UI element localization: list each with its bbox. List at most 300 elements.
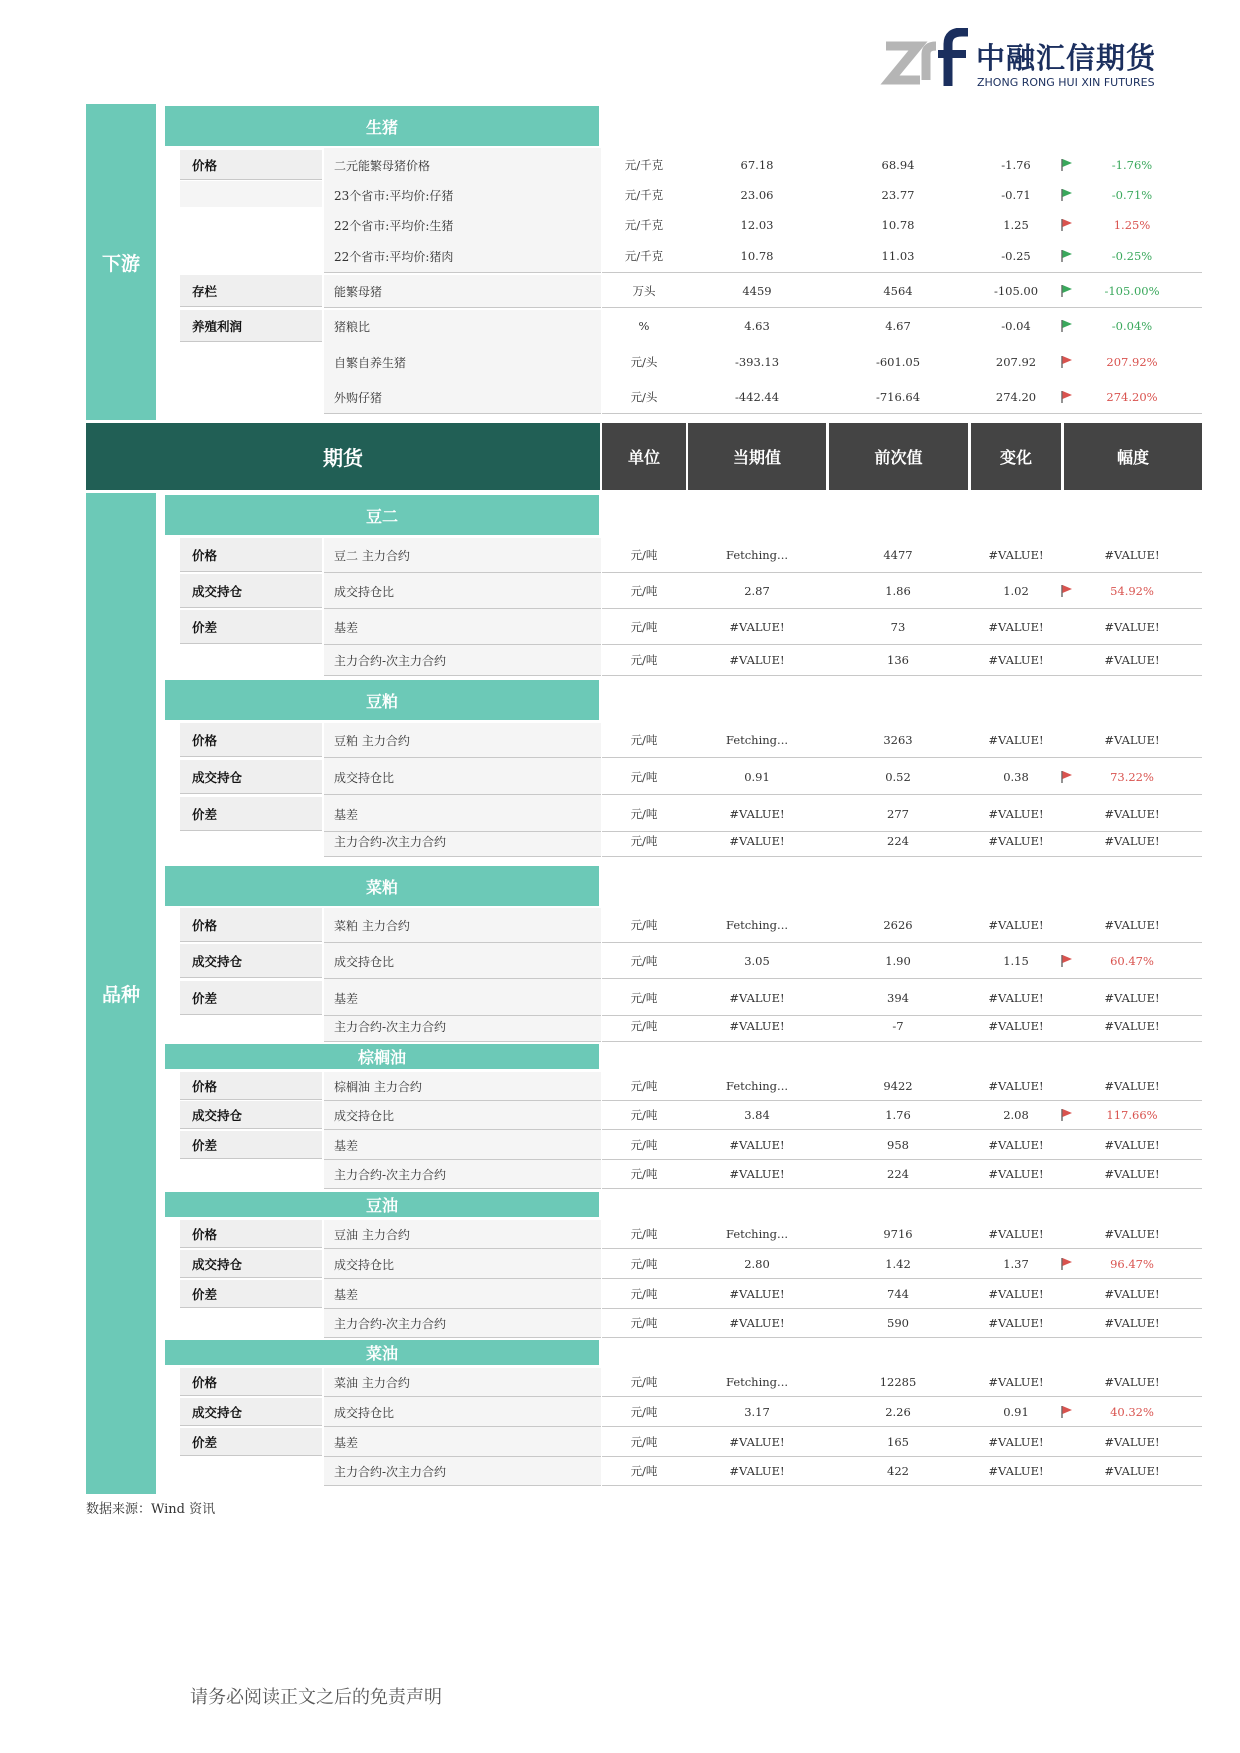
row-divider xyxy=(602,1248,1202,1249)
row-pct: 96.47% xyxy=(1110,1257,1154,1271)
row-previous: 136 xyxy=(887,653,909,667)
row-current: #VALUE! xyxy=(729,834,785,848)
row-unit: 元/千克 xyxy=(624,249,664,263)
row-current: 2.87 xyxy=(744,584,770,598)
category-oi: 成交持仓 xyxy=(180,760,322,794)
row-previous: 4564 xyxy=(883,284,913,298)
category-price: 价格 xyxy=(180,1072,322,1100)
flag-down-icon xyxy=(1060,249,1074,263)
row-current: 67.18 xyxy=(740,158,774,172)
pct-col-text: 幅度 xyxy=(1116,448,1149,467)
row-pct: #VALUE! xyxy=(1104,1287,1160,1301)
row-current: 10.78 xyxy=(740,249,774,263)
row-previous: 10.78 xyxy=(881,218,915,232)
row-divider xyxy=(324,1278,601,1279)
row-previous: -716.64 xyxy=(875,390,921,404)
row-divider xyxy=(602,757,1202,758)
row-unit: 元/吨 xyxy=(630,1227,658,1241)
company-logo xyxy=(880,28,1170,94)
row-current: Fetching... xyxy=(725,733,789,747)
category-price: 价格 xyxy=(180,1220,322,1248)
row-change: #VALUE! xyxy=(988,1167,1044,1181)
row-current: #VALUE! xyxy=(729,991,785,1005)
row-pct: 73.22% xyxy=(1110,770,1154,784)
row-pct: 207.92% xyxy=(1106,355,1158,369)
previous-col-header xyxy=(829,423,968,490)
row-previous: 12285 xyxy=(879,1375,917,1389)
row-divider xyxy=(602,1426,1202,1427)
row-previous: 11.03 xyxy=(881,249,915,263)
row-current: #VALUE! xyxy=(729,1019,785,1033)
row-divider xyxy=(602,942,1202,943)
row-divider xyxy=(324,978,601,979)
row-previous: 224 xyxy=(887,834,909,848)
row-current: 0.91 xyxy=(744,770,770,784)
row-change: -0.71 xyxy=(1001,188,1031,202)
category-oi: 成交持仓 xyxy=(180,944,322,978)
section-title: 豆二 xyxy=(365,506,398,526)
flag-up-icon xyxy=(1060,1257,1074,1271)
row-name: 主力合约-次主力合约 xyxy=(334,834,447,849)
row-divider xyxy=(602,307,1202,308)
row-divider xyxy=(324,1485,601,1486)
row-pct: 60.47% xyxy=(1110,954,1154,968)
row-unit: 元/吨 xyxy=(630,807,658,821)
row-change: #VALUE! xyxy=(988,653,1044,667)
row-pct: #VALUE! xyxy=(1104,1138,1160,1152)
row-unit: 元/吨 xyxy=(630,1287,658,1301)
row-previous: 165 xyxy=(887,1435,909,1449)
row-pct: 54.92% xyxy=(1110,584,1154,598)
row-previous: 1.86 xyxy=(885,584,911,598)
row-current: #VALUE! xyxy=(729,807,785,821)
row-unit: 元/千克 xyxy=(624,158,664,172)
row-name: 成交持仓比 xyxy=(334,1257,395,1272)
row-unit: 元/千克 xyxy=(624,188,664,202)
flag-up-icon xyxy=(1060,1108,1074,1122)
row-change: -105.00 xyxy=(993,284,1039,298)
row-change: #VALUE! xyxy=(988,1079,1044,1093)
logo-cn-name: 中融汇信期货 xyxy=(976,41,1157,75)
row-unit: 万头 xyxy=(632,284,656,298)
hog-cat-profit: 养殖利润 xyxy=(180,310,322,342)
row-change: #VALUE! xyxy=(988,1019,1044,1033)
row-divider xyxy=(324,572,601,573)
row-change: #VALUE! xyxy=(988,1435,1044,1449)
row-divider xyxy=(324,1337,601,1338)
row-current: Fetching... xyxy=(725,548,789,562)
row-unit: 元/吨 xyxy=(630,1019,658,1033)
row-change: 1.25 xyxy=(1003,218,1029,232)
category-price: 价格 xyxy=(180,723,322,757)
row-unit: 元/吨 xyxy=(630,1405,658,1419)
row-change: 2.08 xyxy=(1003,1108,1029,1122)
row-current: 2.80 xyxy=(744,1257,770,1271)
flag-up-icon xyxy=(1060,390,1074,404)
row-unit: 元/头 xyxy=(630,355,658,369)
row-previous: 277 xyxy=(887,807,909,821)
hog-cat-price-continued xyxy=(180,181,322,207)
flag-up-icon xyxy=(1060,218,1074,232)
row-current: 12.03 xyxy=(740,218,774,232)
row-change: 1.15 xyxy=(1003,954,1029,968)
row-divider xyxy=(602,675,1202,676)
row-divider xyxy=(602,856,1202,857)
category-oi: 成交持仓 xyxy=(180,1101,322,1129)
category-oi: 成交持仓 xyxy=(180,574,322,608)
row-previous: 68.94 xyxy=(881,158,915,172)
section-title: 菜油 xyxy=(365,1344,398,1363)
category-spread: 价差 xyxy=(180,1131,322,1159)
category-oi: 成交持仓 xyxy=(180,1398,322,1426)
row-change: #VALUE! xyxy=(988,733,1044,747)
row-unit: 元/吨 xyxy=(630,1108,658,1122)
row-divider xyxy=(602,608,1202,609)
row-previous: -601.05 xyxy=(875,355,921,369)
row-pct: #VALUE! xyxy=(1104,1435,1160,1449)
row-change: 1.02 xyxy=(1003,584,1029,598)
row-name: 外购仔猪 xyxy=(334,390,383,405)
previous-col-text: 前次值 xyxy=(874,448,923,467)
row-current: Fetching... xyxy=(725,1079,789,1093)
row-divider xyxy=(602,1188,1202,1189)
row-current: #VALUE! xyxy=(729,1435,785,1449)
row-pct: #VALUE! xyxy=(1104,548,1160,562)
row-current: 4.63 xyxy=(744,319,770,333)
row-previous: 4477 xyxy=(883,548,913,562)
row-divider xyxy=(324,608,601,609)
hog-section-header xyxy=(165,106,599,146)
row-pct: #VALUE! xyxy=(1104,1167,1160,1181)
zrf-logo-mark xyxy=(880,28,970,94)
row-unit: 元/吨 xyxy=(630,653,658,667)
row-divider xyxy=(602,1129,1202,1130)
row-current: #VALUE! xyxy=(729,1316,785,1330)
row-previous: 422 xyxy=(887,1464,909,1478)
disclaimer-text: 请务必阅读正文之后的免责声明 xyxy=(190,1687,442,1708)
row-pct: #VALUE! xyxy=(1104,620,1160,634)
row-name: 二元能繁母猪价格 xyxy=(334,158,431,173)
row-name: 棕榈油 主力合约 xyxy=(334,1079,422,1094)
row-divider xyxy=(324,1248,601,1249)
row-previous: 9716 xyxy=(883,1227,913,1241)
row-current: #VALUE! xyxy=(729,653,785,667)
row-current: 3.17 xyxy=(744,1405,770,1419)
row-change: #VALUE! xyxy=(988,620,1044,634)
row-change: 207.92 xyxy=(995,355,1037,369)
flag-up-icon xyxy=(1060,584,1074,598)
row-previous: 958 xyxy=(887,1138,909,1152)
category-spread: 价差 xyxy=(180,1280,322,1308)
downstream-side-label xyxy=(86,104,156,420)
category-price: 价格 xyxy=(180,538,322,572)
row-pct: #VALUE! xyxy=(1104,1316,1160,1330)
futures-header xyxy=(86,423,600,490)
row-divider xyxy=(324,942,601,943)
row-change: -0.04 xyxy=(1001,319,1031,333)
row-unit: 元/吨 xyxy=(630,1257,658,1271)
unit-col-text: 单位 xyxy=(627,448,660,467)
row-unit: 元/吨 xyxy=(630,1375,658,1389)
row-current: #VALUE! xyxy=(729,1138,785,1152)
section-title: 棕榈油 xyxy=(357,1048,406,1067)
row-divider xyxy=(324,1188,601,1189)
row-unit: 元/千克 xyxy=(624,218,664,232)
variety-label-text: 品种 xyxy=(101,984,140,1006)
unit-col-header xyxy=(602,423,686,490)
row-pct: -1.76% xyxy=(1111,158,1153,172)
row-change: #VALUE! xyxy=(988,1287,1044,1301)
row-pct: #VALUE! xyxy=(1104,1079,1160,1093)
row-name: 基差 xyxy=(334,1435,359,1450)
row-unit: 元/头 xyxy=(630,390,658,404)
row-divider xyxy=(602,1485,1202,1486)
flag-down-icon xyxy=(1060,284,1074,298)
category-price: 价格 xyxy=(180,1368,322,1396)
row-divider xyxy=(324,307,601,308)
row-divider xyxy=(324,272,601,273)
row-pct: -0.71% xyxy=(1111,188,1153,202)
row-pct: #VALUE! xyxy=(1104,1019,1160,1033)
row-previous: 394 xyxy=(887,991,909,1005)
flag-up-icon xyxy=(1060,355,1074,369)
section-header-1 xyxy=(165,680,599,720)
row-divider xyxy=(324,856,601,857)
category-spread: 价差 xyxy=(180,797,322,831)
row-name: 菜油 主力合约 xyxy=(334,1375,410,1390)
category-price: 价格 xyxy=(180,908,322,942)
row-current: #VALUE! xyxy=(729,1167,785,1181)
section-title: 豆粕 xyxy=(365,691,398,711)
row-unit: 元/吨 xyxy=(630,834,658,848)
row-name: 成交持仓比 xyxy=(334,954,395,969)
row-divider xyxy=(324,1129,601,1130)
row-previous: 1.42 xyxy=(885,1257,911,1271)
hog-cat-inventory: 存栏 xyxy=(180,275,322,307)
row-current: #VALUE! xyxy=(729,620,785,634)
row-pct: #VALUE! xyxy=(1104,918,1160,932)
row-current: 3.05 xyxy=(744,954,770,968)
hog-cat-price: 价格 xyxy=(180,150,322,180)
hog-section-title: 生猪 xyxy=(365,117,398,137)
row-unit: 元/吨 xyxy=(630,620,658,634)
current-col-header xyxy=(688,423,826,490)
row-previous: 4.67 xyxy=(885,319,911,333)
row-name: 22个省市:平均价:猪肉 xyxy=(334,249,454,264)
category-spread: 价差 xyxy=(180,1428,322,1456)
row-pct: -0.04% xyxy=(1111,319,1153,333)
row-name: 豆油 主力合约 xyxy=(334,1227,410,1242)
row-current: #VALUE! xyxy=(729,1464,785,1478)
row-change: #VALUE! xyxy=(988,1375,1044,1389)
row-previous: -7 xyxy=(892,1019,904,1033)
change-col-header xyxy=(971,423,1061,490)
row-unit: 元/吨 xyxy=(630,584,658,598)
row-divider xyxy=(324,794,601,795)
row-divider xyxy=(602,794,1202,795)
row-pct: #VALUE! xyxy=(1104,1464,1160,1478)
row-unit: 元/吨 xyxy=(630,1435,658,1449)
row-name: 成交持仓比 xyxy=(334,1405,395,1420)
row-divider xyxy=(602,272,1202,273)
row-pct: #VALUE! xyxy=(1104,1227,1160,1241)
flag-down-icon xyxy=(1060,158,1074,172)
row-pct: #VALUE! xyxy=(1104,834,1160,848)
change-col-text: 变化 xyxy=(999,448,1032,467)
row-change: 274.20 xyxy=(995,390,1037,404)
row-current: Fetching... xyxy=(725,1227,789,1241)
row-unit: 元/吨 xyxy=(630,991,658,1005)
section-header-5 xyxy=(165,1340,599,1365)
row-name: 基差 xyxy=(334,1287,359,1302)
section-header-3 xyxy=(165,1044,599,1069)
category-spread: 价差 xyxy=(180,610,322,644)
row-divider xyxy=(602,1337,1202,1338)
row-previous: 3263 xyxy=(883,733,913,747)
row-name: 22个省市:平均价:生猪 xyxy=(334,218,454,233)
row-name: 主力合约-次主力合约 xyxy=(334,653,447,668)
row-name: 基差 xyxy=(334,991,359,1006)
row-previous: 2626 xyxy=(883,918,913,932)
section-header-2 xyxy=(165,866,599,906)
row-previous: 1.90 xyxy=(885,954,911,968)
row-change: -1.76 xyxy=(1001,158,1031,172)
row-divider xyxy=(602,413,1202,414)
row-change: -0.25 xyxy=(1001,249,1031,263)
row-unit: 元/吨 xyxy=(630,1464,658,1478)
row-unit: % xyxy=(638,319,650,333)
row-unit: 元/吨 xyxy=(630,733,658,747)
section-title: 豆油 xyxy=(365,1196,398,1215)
row-current: Fetching... xyxy=(725,918,789,932)
row-current: Fetching... xyxy=(725,1375,789,1389)
row-name: 自繁自养生猪 xyxy=(334,355,407,370)
row-current: -393.13 xyxy=(734,355,780,369)
row-previous: 224 xyxy=(887,1167,909,1181)
flag-up-icon xyxy=(1060,954,1074,968)
row-name: 豆二 主力合约 xyxy=(334,548,410,563)
row-previous: 0.52 xyxy=(885,770,911,784)
row-previous: 2.26 xyxy=(885,1405,911,1419)
row-unit: 元/吨 xyxy=(630,1167,658,1181)
current-col-text: 当期值 xyxy=(732,448,781,467)
row-current: 23.06 xyxy=(740,188,774,202)
row-divider xyxy=(602,572,1202,573)
data-source-note: 数据来源：Wind 资讯 xyxy=(86,1502,216,1517)
row-pct: -105.00% xyxy=(1104,284,1160,298)
row-unit: 元/吨 xyxy=(630,918,658,932)
row-change: #VALUE! xyxy=(988,807,1044,821)
row-divider xyxy=(602,1041,1202,1042)
row-name: 主力合约-次主力合约 xyxy=(334,1316,447,1331)
row-unit: 元/吨 xyxy=(630,1138,658,1152)
row-pct: #VALUE! xyxy=(1104,807,1160,821)
row-name: 成交持仓比 xyxy=(334,770,395,785)
section-header-4 xyxy=(165,1192,599,1217)
section-title: 菜粕 xyxy=(365,877,398,897)
row-name: 基差 xyxy=(334,620,359,635)
flag-up-icon xyxy=(1060,1405,1074,1419)
row-current: -442.44 xyxy=(734,390,780,404)
row-change: #VALUE! xyxy=(988,1138,1044,1152)
row-unit: 元/吨 xyxy=(630,1316,658,1330)
row-current: 3.84 xyxy=(744,1108,770,1122)
row-name: 23个省市:平均价:仔猪 xyxy=(334,188,454,203)
row-unit: 元/吨 xyxy=(630,954,658,968)
row-name: 主力合约-次主力合约 xyxy=(334,1167,447,1182)
category-oi: 成交持仓 xyxy=(180,1250,322,1278)
row-divider xyxy=(602,978,1202,979)
row-name: 能繁母猪 xyxy=(334,284,383,299)
row-pct: 117.66% xyxy=(1106,1108,1158,1122)
row-divider xyxy=(324,1396,601,1397)
row-divider xyxy=(324,1426,601,1427)
row-pct: 1.25% xyxy=(1113,218,1151,232)
category-spread: 价差 xyxy=(180,981,322,1015)
row-current: 4459 xyxy=(742,284,772,298)
row-divider xyxy=(324,413,601,414)
row-previous: 1.76 xyxy=(885,1108,911,1122)
row-name: 豆粕 主力合约 xyxy=(334,733,410,748)
row-pct: 40.32% xyxy=(1110,1405,1154,1419)
row-change: 0.91 xyxy=(1003,1405,1029,1419)
futures-header-text: 期货 xyxy=(323,446,363,470)
row-name: 主力合约-次主力合约 xyxy=(334,1464,447,1479)
logo-en-name: ZHONG RONG HUI XIN FUTURES xyxy=(977,76,1155,89)
row-change: #VALUE! xyxy=(988,548,1044,562)
row-pct: 274.20% xyxy=(1106,390,1158,404)
row-previous: 744 xyxy=(887,1287,909,1301)
row-name: 猪粮比 xyxy=(334,319,371,334)
row-unit: 元/吨 xyxy=(630,770,658,784)
row-divider xyxy=(324,675,601,676)
flag-down-icon xyxy=(1060,319,1074,333)
row-current: #VALUE! xyxy=(729,1287,785,1301)
row-divider xyxy=(324,757,601,758)
row-divider xyxy=(602,1278,1202,1279)
row-pct: #VALUE! xyxy=(1104,733,1160,747)
row-name: 成交持仓比 xyxy=(334,584,395,599)
row-unit: 元/吨 xyxy=(630,548,658,562)
row-change: #VALUE! xyxy=(988,991,1044,1005)
flag-down-icon xyxy=(1060,188,1074,202)
row-pct: #VALUE! xyxy=(1104,1375,1160,1389)
row-previous: 9422 xyxy=(883,1079,913,1093)
variety-side-label xyxy=(86,493,156,1494)
row-name: 菜粕 主力合约 xyxy=(334,918,410,933)
row-pct: -0.25% xyxy=(1111,249,1153,263)
downstream-label-text: 下游 xyxy=(101,252,140,275)
row-name: 基差 xyxy=(334,807,359,822)
row-name: 主力合约-次主力合约 xyxy=(334,1019,447,1034)
row-change: #VALUE! xyxy=(988,834,1044,848)
row-divider xyxy=(324,1041,601,1042)
row-pct: #VALUE! xyxy=(1104,991,1160,1005)
row-previous: 73 xyxy=(890,620,906,634)
row-previous: 590 xyxy=(887,1316,909,1330)
row-pct: #VALUE! xyxy=(1104,653,1160,667)
row-name: 成交持仓比 xyxy=(334,1108,395,1123)
row-divider xyxy=(602,1396,1202,1397)
flag-up-icon xyxy=(1060,770,1074,784)
row-change: #VALUE! xyxy=(988,1227,1044,1241)
row-unit: 元/吨 xyxy=(630,1079,658,1093)
row-change: #VALUE! xyxy=(988,1464,1044,1478)
row-name: 基差 xyxy=(334,1138,359,1153)
row-change: 0.38 xyxy=(1003,770,1029,784)
row-previous: 23.77 xyxy=(881,188,915,202)
row-change: 1.37 xyxy=(1003,1257,1029,1271)
